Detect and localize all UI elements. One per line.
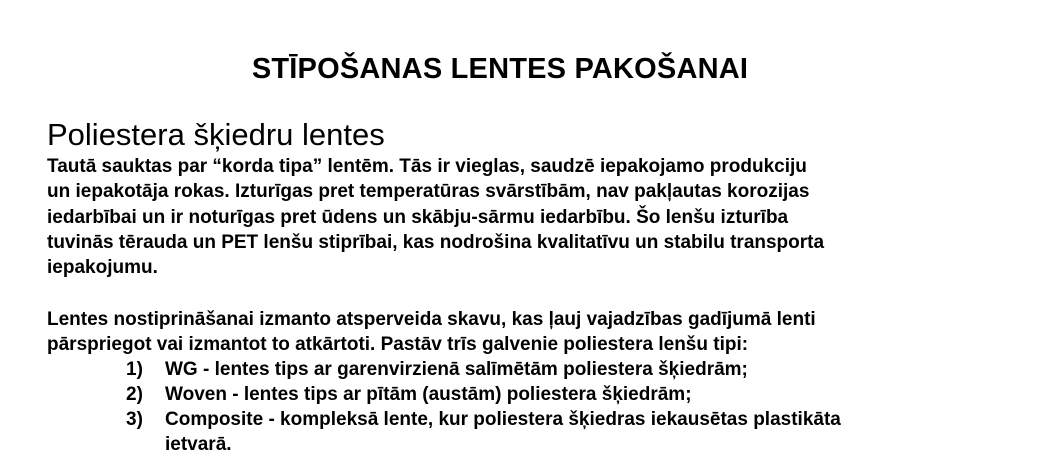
paragraph-line: iepakojumu. [47, 257, 158, 279]
paragraph-line: iedarbībai un ir noturīgas pret ūdens un skābju-sārmu iedarbību. Šo lenšu izturība [47, 206, 789, 228]
strap-type-list [0, 357, 841, 457]
paragraph-line: Lentes nostiprināšanai izmanto atsperveida skavu, kas ļauj vajadzības gadījumā lenti [47, 309, 816, 330]
list-item-line: WG - lentes tips ar garenvirzienā salīmētām poliestera šķiedrām; [165, 359, 748, 380]
document-title: STĪPOŠANAS LENTES PAKOŠANAI [251, 53, 749, 85]
list-item-text [165, 407, 841, 457]
list-item-number: 1) [126, 359, 143, 380]
list-item-text [165, 382, 841, 407]
intro-paragraph [47, 154, 1007, 280]
list-item [0, 382, 841, 407]
clamp-paragraph [47, 307, 1007, 358]
paragraph-line: un iepakotāja rokas. Izturīgas pret temperatūras svārstībām, nav pakļautas korozijas [47, 181, 810, 203]
section-heading: Poliestera šķiedru lentes [47, 117, 385, 152]
list-item-number: 2) [126, 384, 143, 405]
list-item-number: 3) [126, 409, 143, 430]
list-item-line: ietvarā. [165, 434, 232, 455]
list-item-line: Composite - kompleksā lente, kur poliestera šķiedras iekausētas plastikāta [165, 409, 841, 430]
paragraph-line: pārspriegot vai izmantot to atkārtoti. Pastāv trīs galvenie poliestera lenšu tipi: [47, 334, 749, 356]
list-item-line: Woven - lentes tips ar pītām (austām) poliestera šķiedrām; [165, 384, 692, 405]
list-item [0, 357, 841, 382]
paragraph-line: tuvinās tērauda un PET lenšu stiprībai, kas nodrošina kvalitatīvu un stabilu transporta [47, 231, 825, 253]
list-item-text [165, 357, 841, 382]
paragraph-line: Tautā sauktas par “korda tipa” lentēm. Tās ir vieglas, saudzē iepakojamo produkciju [47, 156, 807, 177]
list-item [0, 407, 841, 457]
